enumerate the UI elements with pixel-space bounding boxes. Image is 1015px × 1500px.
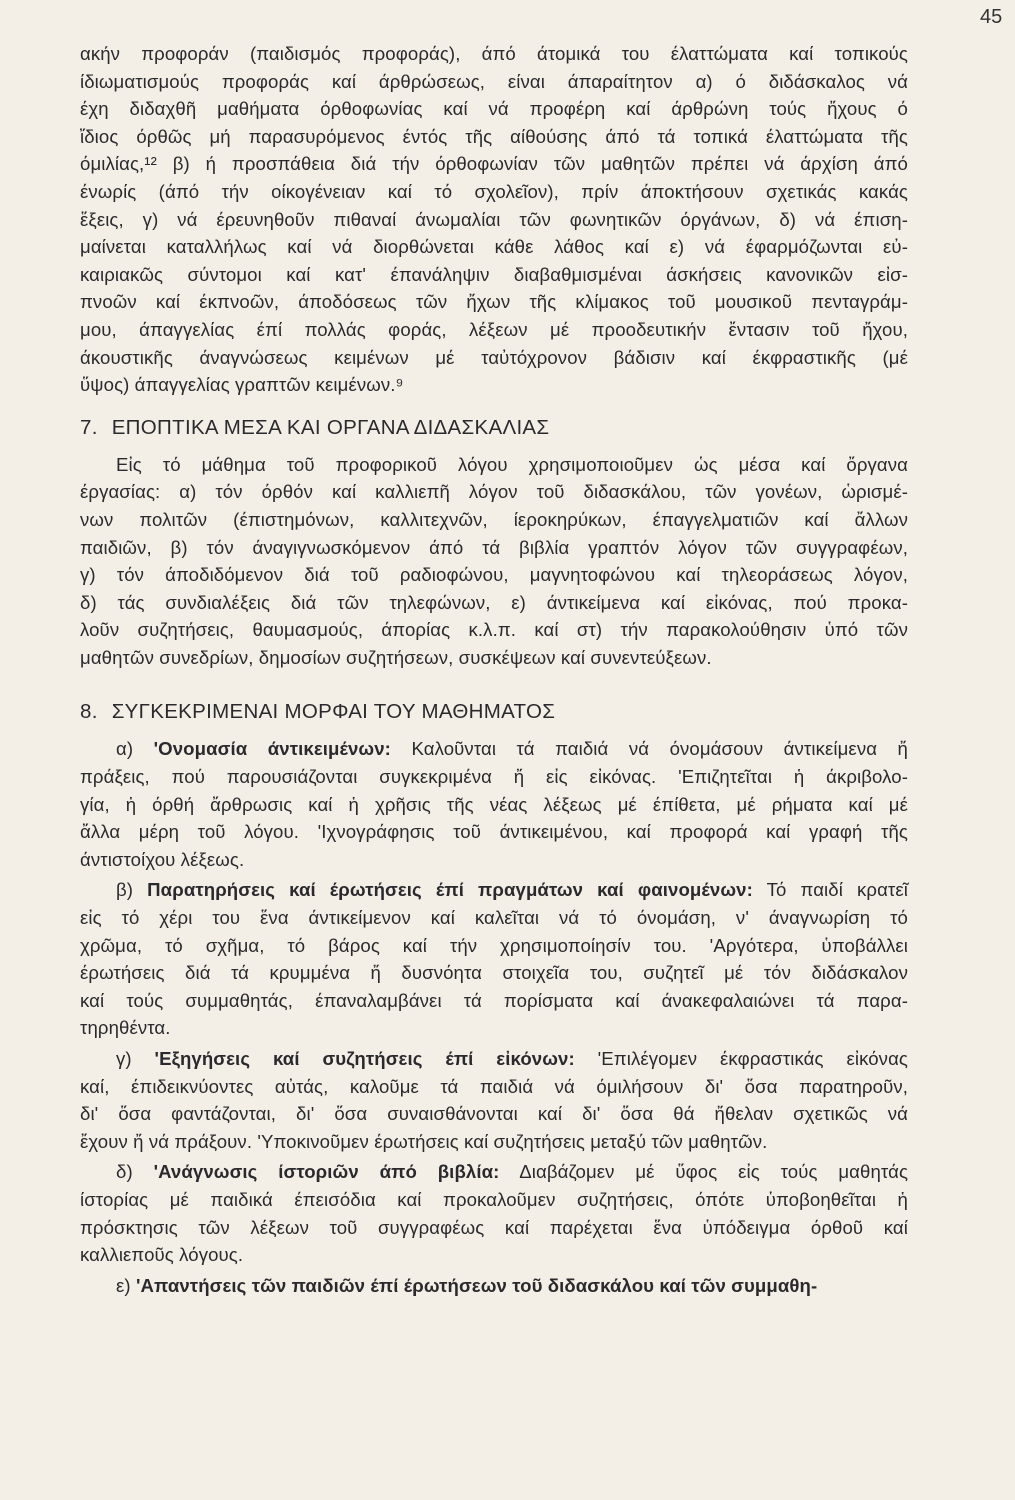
- text-line: ἄλλα μέρη τοῦ λόγου. 'Ιχνογράφησις τοῦ άντικειμένου, καί προφορά καί γραφή τῆς: [80, 821, 908, 843]
- item-term: 'Εξηγήσεις καί συζητήσεις έπί εἰκόνων:: [154, 1048, 575, 1069]
- section-7-number: 7.: [80, 415, 98, 439]
- text-line: καί τούς συμμαθητάς, έπαναλαμβάνει τά πορίσματα καί άνακεφαλαιώνει τά παρα-: [80, 989, 908, 1011]
- item-term: 'Ονομασία άντικειμένων:: [153, 738, 391, 760]
- text-line: ένωρίς (άπό τήν οίκογένειαν καί τό σχολεῖον), πρίν άποκτήσουν σχετικάς κακάς: [80, 180, 908, 202]
- item-term: 'Ανάγνωσις ίστοριῶν άπό βιβλία:: [153, 1161, 500, 1183]
- form-item: [80, 876, 908, 1042]
- section-8-title: ΣΥΓΚΕΚΡΙΜΕΝΑΙ ΜΟΡΦΑΙ ΤΟΥ ΜΑΘΗΜΑΤΟΣ: [111, 700, 556, 724]
- text-line: εἰς τό χέρι του ἕνα άντικείμενον καί καλεῖται νά τό όνομάση, ν' άναγνωρίση τό: [80, 907, 908, 929]
- item-first-line: [80, 735, 908, 763]
- form-item: [80, 1045, 908, 1155]
- text-line: όμιλίας,¹² β) ή προσπάθεια διά τήν όρθοφωνίαν τῶν μαθητῶν πρέπει νά άρχίση άπό: [80, 153, 908, 175]
- text-line: έχη διδαχθῆ μαθήματα όρθοφωνίας καί νά προφέρη καί άρθρώνη τούς ἤχους ό: [80, 98, 908, 120]
- item-label: β): [116, 879, 148, 901]
- section-8-number: 8.: [80, 700, 98, 724]
- page-number: 45: [980, 6, 1003, 28]
- text-line: καί, έπιδεικνύοντες αὐτάς, καλοῦμε τά παιδιά νά όμιλήσουν δι' ὅσα παρατηροῦν,: [80, 1075, 908, 1097]
- item-text: 'Επιλέγομεν έκφραστικάς εἰκόνας: [574, 1048, 908, 1069]
- text-line: μαίνεται καταλλήλως καί νά διορθώνεται κάθε λάθος καί ε) νά έφαρμόζωνται εὐ-: [80, 236, 908, 258]
- section-7-title: ΕΠΟΠΤΙΚΑ ΜΕΣΑ ΚΑΙ ΟΡΓΑΝΑ ΔΙΔΑΣΚΑΛΙΑΣ: [111, 415, 550, 439]
- text-line: γ) τόν άποδιδόμενον διά τοῦ ραδιοφώνου, μαγνητοφώνου καί τηλεοράσεως λόγον,: [80, 564, 908, 586]
- item-first-line: [80, 1045, 908, 1073]
- item-term: 'Απαντήσεις τῶν παιδιῶν έπί έρωτήσεων τοῦ διδασκάλου καί τῶν συμμαθη-: [135, 1274, 818, 1296]
- text-line: ἴδιος όρθῶς μή παρασυρόμενος έντός τῆς αίθούσης άπό τά τοπικά έλαττώματα τῆς: [80, 125, 908, 147]
- item-term: Παρατηρήσεις καί έρωτήσεις έπί πραγμάτων καί φαινομένων:: [147, 879, 753, 901]
- text-line: πρόσκτησις τῶν λέξεων τοῦ συγγραφέως καί παρέχεται ἕνα ὑπόδειγμα όρθοῦ καί: [80, 1216, 908, 1238]
- item-label: ε): [116, 1274, 136, 1296]
- text-line: δι' ὅσα φαντάζονται, δι' ὅσα συναισθάνονται καί δι' ὅσα θά ἤθελαν σχετικῶς νά: [80, 1103, 908, 1125]
- text-line: μαθητῶν συνεδρίων, δημοσίων συζητήσεων, συσκέψεων καί συνεντεύξεων.: [80, 646, 712, 668]
- text-line: μου, άπαγγελίας έπί πολλάς φοράς, λέξεων μέ προοδευτικήν ἔντασιν τοῦ ἤχου,: [80, 318, 908, 340]
- text-line: έργασίας: α) τόν όρθόν καί καλλιεπῆ λόγον τοῦ διδασκάλου, τῶν γονέων, ὡρισμέ-: [80, 481, 908, 503]
- form-item: [80, 1272, 908, 1300]
- continuation-paragraph: [80, 40, 908, 399]
- text-line: έρωτήσεις διά τά κρυμμένα ἤ δυσνόητα στοιχεῖα του, συζητεῖ μέ τόν διδάσκαλον: [80, 962, 908, 984]
- item-first-line: [80, 1158, 908, 1186]
- text-line: άκουστικῆς άναγνώσεως κειμένων μέ ταὐτόχρονον βάδισιν καί έκφραστικῆς (μέ: [80, 346, 908, 368]
- item-label: γ): [116, 1048, 155, 1069]
- text-line: ἔχουν ἤ νά πράξουν. 'Υποκινοῦμεν έρωτήσεις καί συζητήσεις μεταξύ τῶν μαθητῶν.: [80, 1130, 768, 1152]
- text-line: παιδιῶν, β) τόν άναγιγνωσκόμενον άπό τά βιβλία γραπτόν λόγον τῶν συγγραφέων,: [80, 536, 908, 558]
- item-text: Καλοῦνται τά παιδιά νά όνομάσουν άντικείμενα ἤ: [390, 738, 908, 760]
- text-line: πράξεις, πού παρουσιάζονται συγκεκριμένα ἤ εἰς εἰκόνας. 'Επιζητεῖται ἡ άκριβολο-: [80, 766, 908, 788]
- text-line: ἕξεις, γ) νά έρευνηθοῦν πιθαναί άνωμαλίαι τῶν φωνητικῶν όργάνων, δ) νά έπιση-: [80, 208, 908, 230]
- item-text: Διαβάζομεν μέ ὕφος εἰς τούς μαθητάς: [499, 1161, 909, 1183]
- text-line: δ) τάς συνδιαλέξεις διά τῶν τηλεφώνων, ε) άντικείμενα καί εἰκόνας, πού προκα-: [80, 591, 908, 613]
- item-text: Τό παιδί κρατεῖ: [752, 879, 908, 901]
- page-content: [80, 40, 908, 1302]
- item-first-line: [80, 876, 908, 904]
- text-line: νων πολιτῶν (έπιστημόνων, καλλιτεχνῶν, ίεροκηρύκων, έπαγγελματιῶν καί ἄλλων: [80, 508, 908, 530]
- text-line: ίδιωματισμούς προφοράς καί άρθρώσεως, είναι άπαραίτητον α) ό διδάσκαλος νά: [80, 70, 908, 92]
- text-line: καλλιεποῦς λόγους.: [80, 1244, 244, 1266]
- text-line: τηρηθέντα.: [80, 1017, 171, 1039]
- text-line: γία, ἡ όρθή ἄρθρωσις καί ἡ χρῆσις τῆς νέας λέξεως μέ έπίθετα, μέ ρήματα καί μέ: [80, 793, 908, 815]
- text-line: χρῶμα, τό σχῆμα, τό βάρος καί τήν χρησιμοποίησίν του. 'Αργότερα, ὑποβάλλει: [80, 934, 908, 956]
- text-line: ίστορίας μέ παιδικά έπεισόδια καί προκαλοῦμεν συζητήσεις, όπότε ὑποβοηθεῖται ἡ: [80, 1188, 908, 1210]
- section-8-items: [80, 735, 908, 1299]
- text-line: Εἰς τό μάθημα τοῦ προφορικοῦ λόγου χρησιμοποιοῦμεν ὡς μέσα καί ὄργανα: [116, 453, 908, 475]
- text-line: λοῦν συζητήσεις, θαυμασμούς, άπορίας κ.λ.π. καί στ) τήν παρακολούθησιν ὑπό τῶν: [80, 619, 908, 641]
- text-line: καιριακῶς σύντομοι καί κατ' έπανάληψιν διαβαθμισμέναι άσκήσεις κανονικῶν εἰσ-: [80, 263, 908, 285]
- item-first-line: [80, 1272, 908, 1300]
- form-item: [80, 735, 908, 873]
- section-7-heading: [80, 413, 908, 443]
- item-label: δ): [116, 1161, 154, 1183]
- text-line: πνοῶν καί έκπνοῶν, άποδόσεως τῶν ἤχων τῆς κλίμακος τοῦ μουσικοῦ πενταγράμ-: [80, 291, 908, 313]
- text-line: ακήν προφοράν (παιδισμός προφοράς), άπό άτομικά του έλαττώματα καί τοπικούς: [80, 43, 908, 64]
- item-label: α): [116, 738, 154, 760]
- text-line: άντιστοίχου λέξεως.: [80, 848, 245, 870]
- form-item: [80, 1158, 908, 1268]
- text-line: ὕψος) άπαγγελίας γραπτῶν κειμένων.⁹: [80, 374, 404, 396]
- section-8-heading: [80, 697, 908, 727]
- section-7-paragraph: [80, 451, 908, 672]
